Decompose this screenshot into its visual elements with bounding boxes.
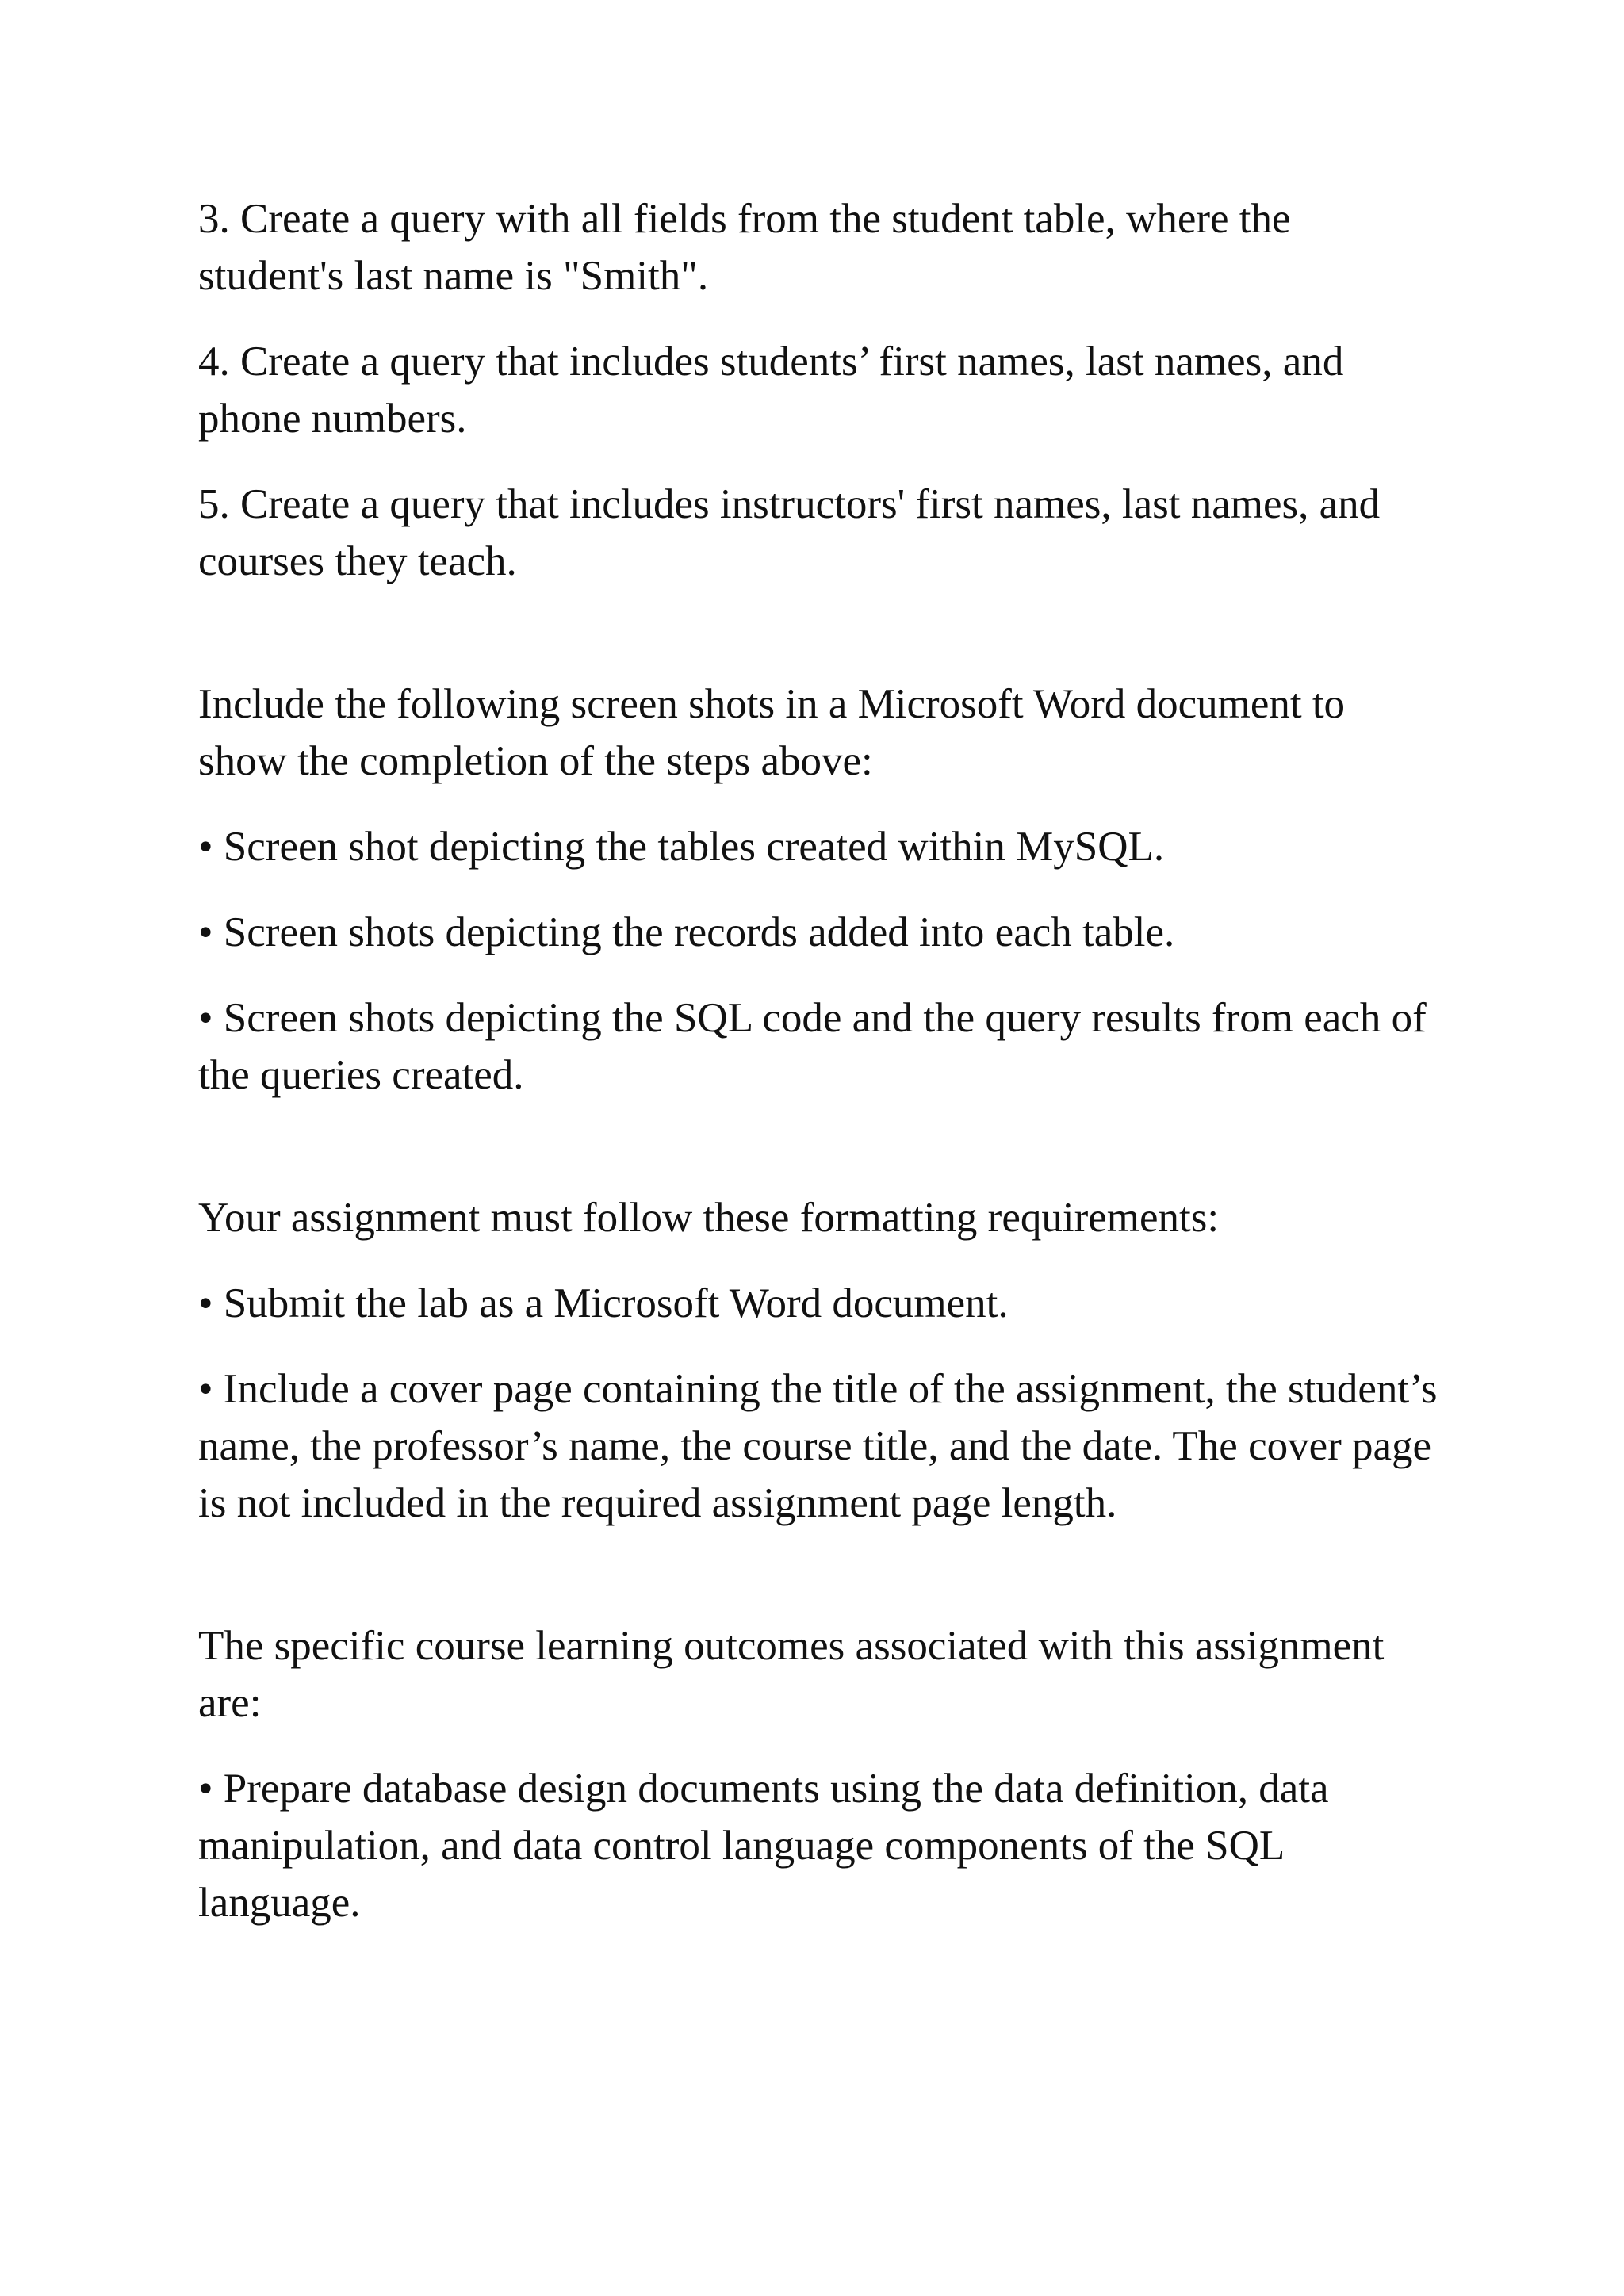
- outcomes-item: • Prepare database design documents using the data definition, data manipulation, and data control language components of the SQL language.: [198, 1766, 1329, 1926]
- formatting-intro: Your assignment must follow these formatting requirements:: [198, 1195, 1220, 1241]
- outcomes-intro: The specific course learning outcomes associated with this assignment are:: [198, 1623, 1385, 1726]
- formatting-item: • Submit the lab as a Microsoft Word document.: [198, 1280, 1009, 1326]
- screenshots-item: • Screen shots depicting the records added into each table.: [198, 909, 1175, 955]
- formatting-item: • Include a cover page containing the title of the assignment, the student’s name, the professor’s name, the course title, and the date. The cover page is not included in the required assignment page length.: [198, 1366, 1438, 1526]
- query-item-3: 3. Create a query with all fields from the student table, where the student's last name is "Smith".: [198, 196, 1291, 299]
- document-body: [198, 190, 1443, 1960]
- query-item-4: 4. Create a query that includes students’ first names, last names, and phone numbers.: [198, 339, 1344, 442]
- screenshots-intro: Include the following screen shots in a Microsoft Word document to show the completion of the steps above:: [198, 681, 1346, 784]
- screenshots-item: • Screen shots depicting the SQL code and the query results from each of the queries created.: [198, 995, 1427, 1098]
- screenshots-item: • Screen shot depicting the tables created within MySQL.: [198, 824, 1165, 870]
- query-item-5: 5. Create a query that includes instructors' first names, last names, and courses they teach.: [198, 481, 1381, 584]
